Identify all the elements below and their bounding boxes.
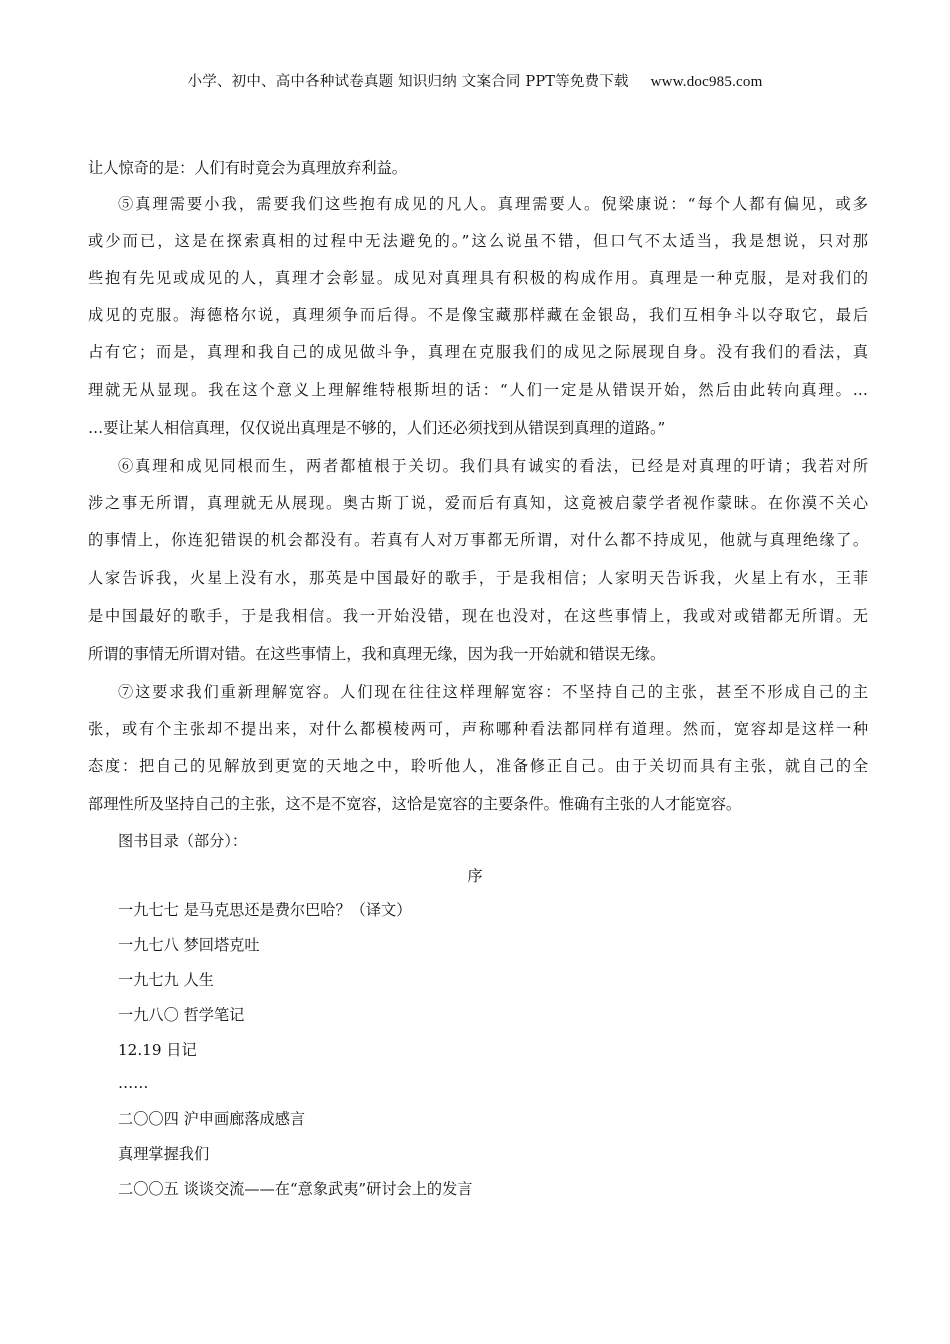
paragraph-line: ⑦这要求我们重新理解宽容。人们现在往往这样理解宽容：不坚持自己的主张，甚至不形成自己的主 (118, 683, 868, 701)
paragraph-line: ⑤真理需要小我，需要我们这些抱有成见的凡人。真理需要人。倪梁康说：“每个人都有偏见，或多 (118, 195, 868, 213)
toc-item: 二〇〇五 谈谈交流——在“意象武夷”研讨会上的发言 (118, 1180, 473, 1198)
paragraph-line: 部理性所及坚持自己的主张，这不是不宽容，这恰是宽容的主要条件。惟确有主张的人才能宽容。 (88, 795, 742, 813)
paragraph-line: 成见的克服。海德格尔说，真理须争而后得。不是像宝藏那样藏在金银岛，我们互相争斗以夺取它，最后 (88, 306, 868, 324)
paragraph-line: 态度：把自己的见解放到更宽的天地之中，聆听他人，准备修正自己。由于关切而具有主张，就自己的全 (88, 757, 868, 775)
toc-item: 二〇〇四 沪申画廊落成感言 (118, 1110, 306, 1128)
toc-item: 一九八〇 哲学笔记 (118, 1006, 245, 1024)
header-text: 小学、初中、高中各种试卷真题 知识归纳 文案合同 PPT等免费下载 (187, 74, 629, 90)
paragraph-line: 的事情上，你连犯错误的机会都没有。若真有人对万事都无所谓，对什么都不持成见，他就与真理绝缘了。 (88, 531, 868, 549)
paragraph-line: 涉之事无所谓，真理就无从展现。奥古斯丁说，爱而后有真知，这竟被启蒙学者视作蒙昧。在你漠不关心 (88, 494, 868, 512)
toc-item: 真理掌握我们 (118, 1145, 210, 1163)
paragraph-line: 或少而已，这是在探索真相的过程中无法避免的。”这么说虽不错，但口气不太适当，我是想说，只对那 (88, 232, 868, 250)
toc-item: …… (118, 1074, 149, 1092)
paragraph-line: …要让某人相信真理，仅仅说出真理是不够的，人们还必须找到从错误到真理的道路。” (88, 419, 666, 437)
toc-item: 一九七八 梦回塔克吐 (118, 936, 260, 954)
paragraph-line: 张，或有个主张却不提出来，对什么都模棱两可，声称哪种看法都同样有道理。然而，宽容却是这样一种 (88, 720, 868, 738)
toc-preface: 序 (467, 867, 483, 885)
toc-item: 一九七七 是马克思还是费尔巴哈？（译文） (118, 901, 412, 919)
paragraph-line: ⑥真理和成见同根而生，两者都植根于关切。我们具有诚实的看法，已经是对真理的吁请；我若对所 (118, 457, 868, 475)
paragraph-line: 是中国最好的歌手，于是我相信。我一开始没错，现在也没对，在这些事情上，我或对或错都无所谓。无 (88, 607, 868, 625)
page-header (0, 70, 950, 91)
header-site-link[interactable]: www.doc985.com (650, 74, 763, 90)
toc-item: 一九七九 人生 (118, 971, 214, 989)
paragraph-line: 人家告诉我，火星上没有水，那英是中国最好的歌手，于是我相信；人家明天告诉我，火星上有水，王菲 (88, 569, 868, 587)
toc-heading: 图书目录（部分）： (118, 832, 248, 850)
toc-item: 12.19 日记 (118, 1041, 197, 1059)
paragraph-line: 占有它；而是，真理和我自己的成见做斗争，真理在克服我们的成见之际展现自身。没有我们的看法，真 (88, 343, 868, 361)
paragraph-line: 理就无从显现。我在这个意义上理解维特根斯坦的话：“人们一定是从错误开始，然后由此转向真理。… (88, 381, 868, 399)
paragraph-line: 让人惊奇的是：人们有时竟会为真理放弃利益。 (88, 159, 407, 177)
paragraph-line: 所谓的事情无所谓对错。在这些事情上，我和真理无缘，因为我一开始就和错误无缘。 (88, 645, 666, 663)
paragraph-line: 些抱有先见或成见的人，真理才会彰显。成见对真理具有积极的构成作用。真理是一种克服，是对我们的 (88, 269, 868, 287)
